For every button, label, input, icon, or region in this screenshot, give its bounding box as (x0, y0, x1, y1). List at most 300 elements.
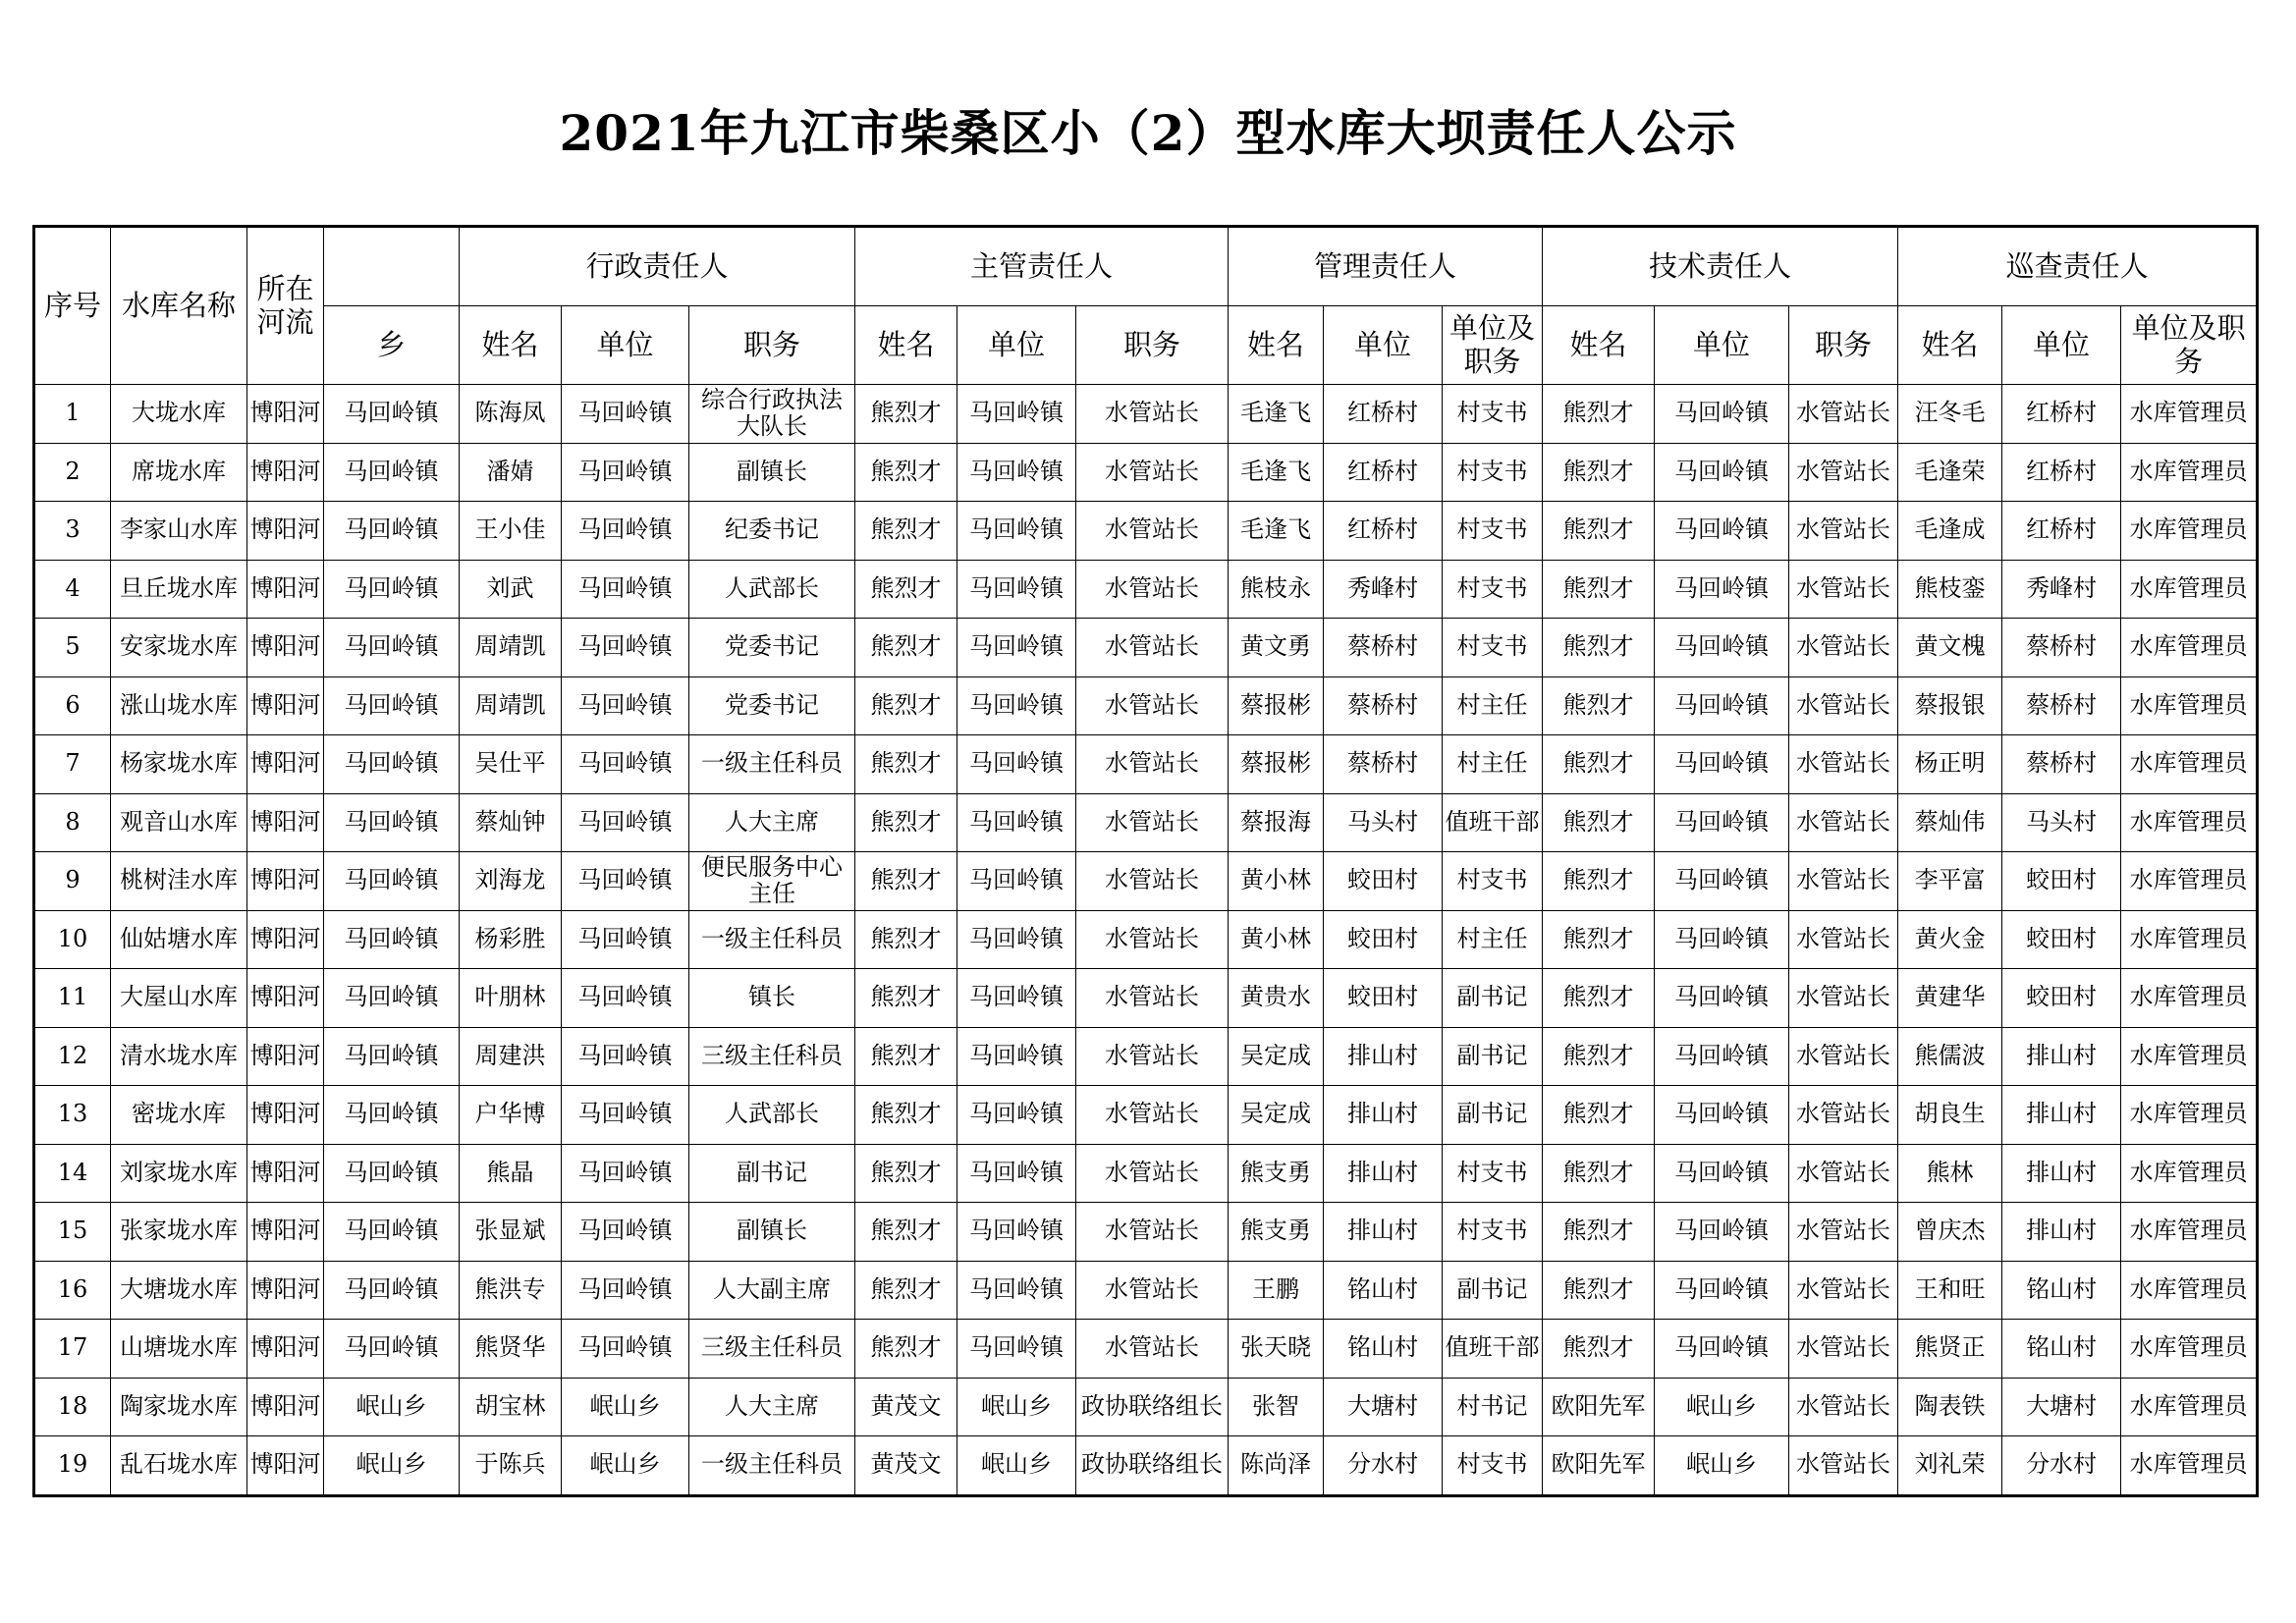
cell-tech-position: 水管站长 (1789, 619, 1898, 677)
cell-manager-name: 陈尚泽 (1229, 1436, 1324, 1496)
cell-admin-position: 副镇长 (689, 443, 855, 502)
cell-township: 马回岭镇 (324, 1144, 460, 1203)
cell-manager-unit-position: 村支书 (1443, 619, 1543, 677)
cell-reservoir-name: 密垅水库 (111, 1086, 247, 1145)
cell-manager-unit: 红桥村 (1324, 385, 1443, 444)
cell-admin-position: 副书记 (689, 1144, 855, 1203)
cell-seq: 10 (34, 910, 111, 969)
cell-supervisor-unit: 马回岭镇 (957, 969, 1076, 1028)
cell-tech-position: 水管站长 (1789, 1086, 1898, 1145)
cell-patrol-unit: 铭山村 (2002, 1261, 2121, 1320)
header-seq: 序号 (34, 227, 111, 385)
cell-tech-name: 熊烈才 (1543, 676, 1655, 735)
cell-tech-position: 水管站长 (1789, 560, 1898, 619)
cell-township: 马回岭镇 (324, 793, 460, 852)
cell-river: 博阳河 (247, 1086, 324, 1145)
cell-tech-name: 熊烈才 (1543, 969, 1655, 1028)
cell-manager-name: 黄小林 (1229, 910, 1324, 969)
cell-admin-name: 熊晶 (460, 1144, 562, 1203)
header-patrol-unit: 单位 (2002, 306, 2121, 385)
cell-manager-name: 熊支勇 (1229, 1203, 1324, 1262)
cell-patrol-name: 王和旺 (1898, 1261, 2002, 1320)
cell-patrol-name: 黄火金 (1898, 910, 2002, 969)
cell-manager-unit-position: 村支书 (1443, 560, 1543, 619)
cell-township: 马回岭镇 (324, 735, 460, 794)
cell-tech-unit: 马回岭镇 (1655, 619, 1789, 677)
cell-manager-name: 王鹏 (1229, 1261, 1324, 1320)
cell-manager-name: 张智 (1229, 1378, 1324, 1436)
cell-admin-name: 周靖凯 (460, 619, 562, 677)
cell-seq: 3 (34, 502, 111, 561)
cell-manager-unit: 蔡桥村 (1324, 619, 1443, 677)
cell-admin-name: 刘武 (460, 560, 562, 619)
cell-seq: 4 (34, 560, 111, 619)
header-township: 乡 (324, 306, 460, 385)
cell-reservoir-name: 席垅水库 (111, 443, 247, 502)
table-row (34, 385, 2258, 444)
cell-supervisor-position: 政协联络组长 (1076, 1436, 1229, 1496)
header-admin-unit: 单位 (562, 306, 689, 385)
cell-manager-unit-position: 村主任 (1443, 910, 1543, 969)
cell-patrol-unit-position: 水库管理员 (2121, 1027, 2258, 1086)
cell-township: 马回岭镇 (324, 1027, 460, 1086)
cell-admin-name: 杨彩胜 (460, 910, 562, 969)
cell-patrol-unit: 秀峰村 (2002, 560, 2121, 619)
header-admin-name: 姓名 (460, 306, 562, 385)
cell-admin-name: 熊洪专 (460, 1261, 562, 1320)
cell-river: 博阳河 (247, 910, 324, 969)
cell-supervisor-position: 水管站长 (1076, 676, 1229, 735)
cell-manager-name: 张天晓 (1229, 1320, 1324, 1379)
cell-reservoir-name: 涨山垅水库 (111, 676, 247, 735)
cell-admin-position: 综合行政执法大队长 (689, 385, 855, 444)
cell-admin-unit: 马回岭镇 (562, 385, 689, 444)
cell-admin-position: 三级主任科员 (689, 1320, 855, 1379)
cell-reservoir-name: 李家山水库 (111, 502, 247, 561)
cell-supervisor-unit: 马回岭镇 (957, 619, 1076, 677)
cell-supervisor-position: 水管站长 (1076, 793, 1229, 852)
cell-river: 博阳河 (247, 1144, 324, 1203)
cell-manager-unit-position: 副书记 (1443, 969, 1543, 1028)
cell-reservoir-name: 大屋山水库 (111, 969, 247, 1028)
cell-admin-unit: 马回岭镇 (562, 735, 689, 794)
cell-river: 博阳河 (247, 969, 324, 1028)
cell-tech-unit: 岷山乡 (1655, 1378, 1789, 1436)
cell-supervisor-position: 水管站长 (1076, 1320, 1229, 1379)
cell-tech-name: 熊烈才 (1543, 443, 1655, 502)
cell-tech-position: 水管站长 (1789, 1203, 1898, 1262)
cell-supervisor-unit: 马回岭镇 (957, 676, 1076, 735)
cell-river: 博阳河 (247, 1027, 324, 1086)
cell-tech-unit: 马回岭镇 (1655, 1320, 1789, 1379)
cell-admin-unit: 马回岭镇 (562, 676, 689, 735)
cell-township: 岷山乡 (324, 1436, 460, 1496)
cell-reservoir-name: 刘家垅水库 (111, 1144, 247, 1203)
cell-patrol-name: 蔡灿伟 (1898, 793, 2002, 852)
cell-patrol-unit: 蔡桥村 (2002, 735, 2121, 794)
cell-township: 马回岭镇 (324, 560, 460, 619)
table-body (34, 385, 2258, 1496)
cell-supervisor-position: 政协联络组长 (1076, 1378, 1229, 1436)
cell-tech-unit: 马回岭镇 (1655, 910, 1789, 969)
cell-tech-unit: 马回岭镇 (1655, 1027, 1789, 1086)
cell-supervisor-position: 水管站长 (1076, 1261, 1229, 1320)
cell-supervisor-position: 水管站长 (1076, 443, 1229, 502)
cell-admin-position: 三级主任科员 (689, 1027, 855, 1086)
cell-admin-unit: 马回岭镇 (562, 502, 689, 561)
cell-tech-name: 熊烈才 (1543, 1027, 1655, 1086)
cell-manager-unit-position: 副书记 (1443, 1086, 1543, 1145)
cell-patrol-unit: 蔡桥村 (2002, 676, 2121, 735)
cell-supervisor-unit: 马回岭镇 (957, 910, 1076, 969)
cell-manager-name: 熊支勇 (1229, 1144, 1324, 1203)
table-row (34, 793, 2258, 852)
cell-river: 博阳河 (247, 735, 324, 794)
header-patrol-group: 巡查责任人 (1898, 227, 2258, 306)
cell-patrol-name: 蔡报银 (1898, 676, 2002, 735)
header-admin-position: 职务 (689, 306, 855, 385)
cell-tech-unit: 马回岭镇 (1655, 1144, 1789, 1203)
cell-admin-unit: 马回岭镇 (562, 1027, 689, 1086)
cell-supervisor-unit: 马回岭镇 (957, 793, 1076, 852)
cell-manager-unit-position: 值班干部 (1443, 1320, 1543, 1379)
cell-patrol-unit-position: 水库管理员 (2121, 1436, 2258, 1496)
header-manager-group: 管理责任人 (1229, 227, 1543, 306)
cell-patrol-unit-position: 水库管理员 (2121, 1320, 2258, 1379)
cell-admin-unit: 马回岭镇 (562, 910, 689, 969)
cell-seq: 7 (34, 735, 111, 794)
cell-admin-position: 人武部长 (689, 1086, 855, 1145)
cell-patrol-unit-position: 水库管理员 (2121, 1086, 2258, 1145)
cell-admin-unit: 马回岭镇 (562, 1203, 689, 1262)
cell-township: 岷山乡 (324, 1378, 460, 1436)
cell-patrol-name: 杨正明 (1898, 735, 2002, 794)
cell-seq: 6 (34, 676, 111, 735)
cell-admin-unit: 马回岭镇 (562, 1320, 689, 1379)
cell-river: 博阳河 (247, 443, 324, 502)
cell-manager-unit: 蛟田村 (1324, 852, 1443, 911)
cell-admin-position: 副镇长 (689, 1203, 855, 1262)
cell-river: 博阳河 (247, 1436, 324, 1496)
cell-patrol-name: 黄文槐 (1898, 619, 2002, 677)
cell-admin-unit: 马回岭镇 (562, 443, 689, 502)
cell-tech-name: 熊烈才 (1543, 1086, 1655, 1145)
cell-patrol-unit: 排山村 (2002, 1203, 2121, 1262)
cell-reservoir-name: 乱石垅水库 (111, 1436, 247, 1496)
cell-township: 马回岭镇 (324, 969, 460, 1028)
cell-reservoir-name: 陶家垅水库 (111, 1378, 247, 1436)
cell-supervisor-name: 熊烈才 (855, 619, 957, 677)
cell-supervisor-name: 熊烈才 (855, 1261, 957, 1320)
table-row (34, 852, 2258, 911)
cell-patrol-unit: 红桥村 (2002, 385, 2121, 444)
cell-tech-name: 熊烈才 (1543, 910, 1655, 969)
cell-tech-position: 水管站长 (1789, 1378, 1898, 1436)
cell-admin-unit: 马回岭镇 (562, 969, 689, 1028)
table-row (34, 1203, 2258, 1262)
cell-admin-position: 纪委书记 (689, 502, 855, 561)
cell-supervisor-unit: 马回岭镇 (957, 502, 1076, 561)
cell-township: 马回岭镇 (324, 676, 460, 735)
cell-river: 博阳河 (247, 1378, 324, 1436)
cell-river: 博阳河 (247, 619, 324, 677)
cell-supervisor-unit: 马回岭镇 (957, 1320, 1076, 1379)
header-reservoir: 水库名称 (111, 227, 247, 385)
cell-tech-name: 熊烈才 (1543, 385, 1655, 444)
cell-tech-position: 水管站长 (1789, 502, 1898, 561)
cell-manager-name: 黄文勇 (1229, 619, 1324, 677)
cell-seq: 17 (34, 1320, 111, 1379)
cell-tech-position: 水管站长 (1789, 385, 1898, 444)
cell-reservoir-name: 安家垅水库 (111, 619, 247, 677)
header-empty-cell (324, 227, 460, 306)
cell-supervisor-name: 熊烈才 (855, 910, 957, 969)
cell-admin-unit: 岷山乡 (562, 1378, 689, 1436)
cell-tech-name: 熊烈才 (1543, 502, 1655, 561)
cell-river: 博阳河 (247, 793, 324, 852)
cell-admin-position: 人大主席 (689, 1378, 855, 1436)
cell-patrol-unit-position: 水库管理员 (2121, 793, 2258, 852)
cell-manager-unit: 分水村 (1324, 1436, 1443, 1496)
cell-supervisor-position: 水管站长 (1076, 502, 1229, 561)
table-row (34, 443, 2258, 502)
cell-manager-name: 黄小林 (1229, 852, 1324, 911)
cell-manager-unit: 蔡桥村 (1324, 676, 1443, 735)
cell-tech-name: 熊烈才 (1543, 1261, 1655, 1320)
table-row (34, 1261, 2258, 1320)
cell-patrol-name: 黄建华 (1898, 969, 2002, 1028)
cell-seq: 16 (34, 1261, 111, 1320)
table-row (34, 560, 2258, 619)
cell-admin-unit: 马回岭镇 (562, 1086, 689, 1145)
cell-seq: 13 (34, 1086, 111, 1145)
cell-seq: 1 (34, 385, 111, 444)
cell-tech-position: 水管站长 (1789, 735, 1898, 794)
cell-supervisor-unit: 马回岭镇 (957, 1086, 1076, 1145)
cell-patrol-name: 熊儒波 (1898, 1027, 2002, 1086)
cell-supervisor-position: 水管站长 (1076, 969, 1229, 1028)
cell-tech-position: 水管站长 (1789, 443, 1898, 502)
cell-manager-unit: 蛟田村 (1324, 969, 1443, 1028)
cell-patrol-name: 毛逢荣 (1898, 443, 2002, 502)
cell-patrol-name: 曾庆杰 (1898, 1203, 2002, 1262)
cell-manager-unit-position: 村支书 (1443, 852, 1543, 911)
cell-admin-name: 周建洪 (460, 1027, 562, 1086)
table-header (34, 227, 2258, 385)
cell-patrol-name: 毛逢成 (1898, 502, 2002, 561)
cell-admin-position: 人大副主席 (689, 1261, 855, 1320)
cell-admin-name: 户华博 (460, 1086, 562, 1145)
cell-manager-unit-position: 村支书 (1443, 1436, 1543, 1496)
cell-supervisor-position: 水管站长 (1076, 735, 1229, 794)
cell-manager-name: 毛逢飞 (1229, 385, 1324, 444)
cell-admin-unit: 岷山乡 (562, 1436, 689, 1496)
cell-supervisor-position: 水管站长 (1076, 852, 1229, 911)
cell-supervisor-name: 熊烈才 (855, 1144, 957, 1203)
header-tech-position: 职务 (1789, 306, 1898, 385)
cell-tech-name: 熊烈才 (1543, 560, 1655, 619)
cell-patrol-unit: 分水村 (2002, 1436, 2121, 1496)
cell-manager-name: 蔡报海 (1229, 793, 1324, 852)
cell-supervisor-name: 熊烈才 (855, 1320, 957, 1379)
cell-patrol-unit: 红桥村 (2002, 502, 2121, 561)
cell-manager-unit-position: 值班干部 (1443, 793, 1543, 852)
cell-supervisor-name: 熊烈才 (855, 443, 957, 502)
cell-manager-unit: 马头村 (1324, 793, 1443, 852)
cell-manager-unit: 大塘村 (1324, 1378, 1443, 1436)
table-row (34, 1378, 2258, 1436)
cell-tech-position: 水管站长 (1789, 852, 1898, 911)
cell-patrol-name: 胡良生 (1898, 1086, 2002, 1145)
cell-seq: 19 (34, 1436, 111, 1496)
cell-patrol-unit-position: 水库管理员 (2121, 735, 2258, 794)
cell-manager-unit: 蔡桥村 (1324, 735, 1443, 794)
cell-tech-position: 水管站长 (1789, 969, 1898, 1028)
table-row (34, 735, 2258, 794)
cell-patrol-unit-position: 水库管理员 (2121, 910, 2258, 969)
table-row (34, 1436, 2258, 1496)
cell-admin-unit: 马回岭镇 (562, 1144, 689, 1203)
cell-tech-position: 水管站长 (1789, 1436, 1898, 1496)
cell-supervisor-name: 熊烈才 (855, 969, 957, 1028)
table-row (34, 619, 2258, 677)
cell-admin-position: 人大主席 (689, 793, 855, 852)
cell-supervisor-unit: 岷山乡 (957, 1378, 1076, 1436)
cell-manager-name: 吴定成 (1229, 1086, 1324, 1145)
cell-manager-unit-position: 村支书 (1443, 1203, 1543, 1262)
cell-patrol-unit-position: 水库管理员 (2121, 560, 2258, 619)
cell-township: 马回岭镇 (324, 1203, 460, 1262)
cell-tech-unit: 马回岭镇 (1655, 735, 1789, 794)
cell-seq: 8 (34, 793, 111, 852)
cell-admin-position: 镇长 (689, 969, 855, 1028)
cell-township: 马回岭镇 (324, 619, 460, 677)
cell-reservoir-name: 山塘垅水库 (111, 1320, 247, 1379)
cell-supervisor-name: 黄茂文 (855, 1378, 957, 1436)
cell-tech-unit: 马回岭镇 (1655, 560, 1789, 619)
cell-patrol-unit: 排山村 (2002, 1086, 2121, 1145)
cell-seq: 5 (34, 619, 111, 677)
header-patrol-unit-position: 单位及职务 (2121, 306, 2258, 385)
header-manager-unit-position: 单位及职务 (1443, 306, 1543, 385)
table-row (34, 1027, 2258, 1086)
cell-tech-position: 水管站长 (1789, 1261, 1898, 1320)
cell-seq: 12 (34, 1027, 111, 1086)
cell-seq: 18 (34, 1378, 111, 1436)
header-manager-unit: 单位 (1324, 306, 1443, 385)
cell-tech-unit: 马回岭镇 (1655, 793, 1789, 852)
table-row (34, 1086, 2258, 1145)
cell-tech-unit: 马回岭镇 (1655, 852, 1789, 911)
cell-patrol-name: 刘礼荣 (1898, 1436, 2002, 1496)
header-river: 所在河流 (247, 227, 324, 385)
cell-township: 马回岭镇 (324, 502, 460, 561)
cell-admin-name: 于陈兵 (460, 1436, 562, 1496)
cell-manager-unit-position: 副书记 (1443, 1261, 1543, 1320)
cell-seq: 15 (34, 1203, 111, 1262)
cell-admin-name: 熊贤华 (460, 1320, 562, 1379)
cell-supervisor-name: 熊烈才 (855, 1086, 957, 1145)
cell-tech-position: 水管站长 (1789, 1144, 1898, 1203)
cell-patrol-unit-position: 水库管理员 (2121, 385, 2258, 444)
cell-township: 马回岭镇 (324, 1320, 460, 1379)
table-row (34, 1320, 2258, 1379)
cell-tech-position: 水管站长 (1789, 910, 1898, 969)
header-supervisor-position: 职务 (1076, 306, 1229, 385)
cell-admin-position: 党委书记 (689, 676, 855, 735)
cell-supervisor-name: 熊烈才 (855, 560, 957, 619)
cell-patrol-unit-position: 水库管理员 (2121, 1378, 2258, 1436)
cell-admin-name: 周靖凯 (460, 676, 562, 735)
cell-river: 博阳河 (247, 1320, 324, 1379)
table-row (34, 502, 2258, 561)
cell-tech-name: 熊烈才 (1543, 735, 1655, 794)
cell-tech-name: 熊烈才 (1543, 793, 1655, 852)
cell-supervisor-name: 熊烈才 (855, 385, 957, 444)
cell-river: 博阳河 (247, 1203, 324, 1262)
cell-reservoir-name: 桃树洼水库 (111, 852, 247, 911)
cell-admin-name: 胡宝林 (460, 1378, 562, 1436)
cell-admin-position: 一级主任科员 (689, 735, 855, 794)
cell-patrol-unit-position: 水库管理员 (2121, 1203, 2258, 1262)
cell-seq: 9 (34, 852, 111, 911)
cell-admin-name: 王小佳 (460, 502, 562, 561)
cell-tech-position: 水管站长 (1789, 1320, 1898, 1379)
cell-tech-name: 熊烈才 (1543, 619, 1655, 677)
cell-admin-position: 一级主任科员 (689, 1436, 855, 1496)
cell-reservoir-name: 张家垅水库 (111, 1203, 247, 1262)
cell-admin-unit: 马回岭镇 (562, 793, 689, 852)
cell-patrol-unit-position: 水库管理员 (2121, 502, 2258, 561)
cell-patrol-unit: 红桥村 (2002, 443, 2121, 502)
cell-manager-unit-position: 村支书 (1443, 502, 1543, 561)
cell-patrol-unit: 排山村 (2002, 1027, 2121, 1086)
cell-manager-unit-position: 村书记 (1443, 1378, 1543, 1436)
cell-admin-unit: 马回岭镇 (562, 852, 689, 911)
cell-manager-unit: 排山村 (1324, 1144, 1443, 1203)
cell-manager-name: 蔡报彬 (1229, 735, 1324, 794)
table-row (34, 676, 2258, 735)
cell-reservoir-name: 清水垅水库 (111, 1027, 247, 1086)
cell-supervisor-unit: 马回岭镇 (957, 385, 1076, 444)
page-title: 2021年九江市柴桑区小（2）型水库大坝责任人公示 (559, 104, 1737, 162)
cell-patrol-name: 熊林 (1898, 1144, 2002, 1203)
cell-patrol-name: 汪冬毛 (1898, 385, 2002, 444)
cell-supervisor-position: 水管站长 (1076, 1027, 1229, 1086)
cell-admin-name: 叶朋林 (460, 969, 562, 1028)
cell-township: 马回岭镇 (324, 385, 460, 444)
cell-township: 马回岭镇 (324, 1086, 460, 1145)
cell-admin-name: 吴仕平 (460, 735, 562, 794)
cell-supervisor-position: 水管站长 (1076, 1086, 1229, 1145)
cell-admin-position: 党委书记 (689, 619, 855, 677)
cell-river: 博阳河 (247, 502, 324, 561)
cell-river: 博阳河 (247, 385, 324, 444)
cell-tech-unit: 马回岭镇 (1655, 1086, 1789, 1145)
cell-river: 博阳河 (247, 560, 324, 619)
cell-supervisor-unit: 马回岭镇 (957, 735, 1076, 794)
cell-tech-name: 欧阳先军 (1543, 1378, 1655, 1436)
cell-tech-name: 熊烈才 (1543, 1203, 1655, 1262)
cell-supervisor-position: 水管站长 (1076, 619, 1229, 677)
cell-reservoir-name: 大垅水库 (111, 385, 247, 444)
cell-supervisor-name: 熊烈才 (855, 793, 957, 852)
cell-manager-unit-position: 村主任 (1443, 676, 1543, 735)
cell-manager-name: 蔡报彬 (1229, 676, 1324, 735)
cell-tech-unit: 马回岭镇 (1655, 1203, 1789, 1262)
cell-admin-name: 蔡灿钟 (460, 793, 562, 852)
cell-supervisor-position: 水管站长 (1076, 1203, 1229, 1262)
